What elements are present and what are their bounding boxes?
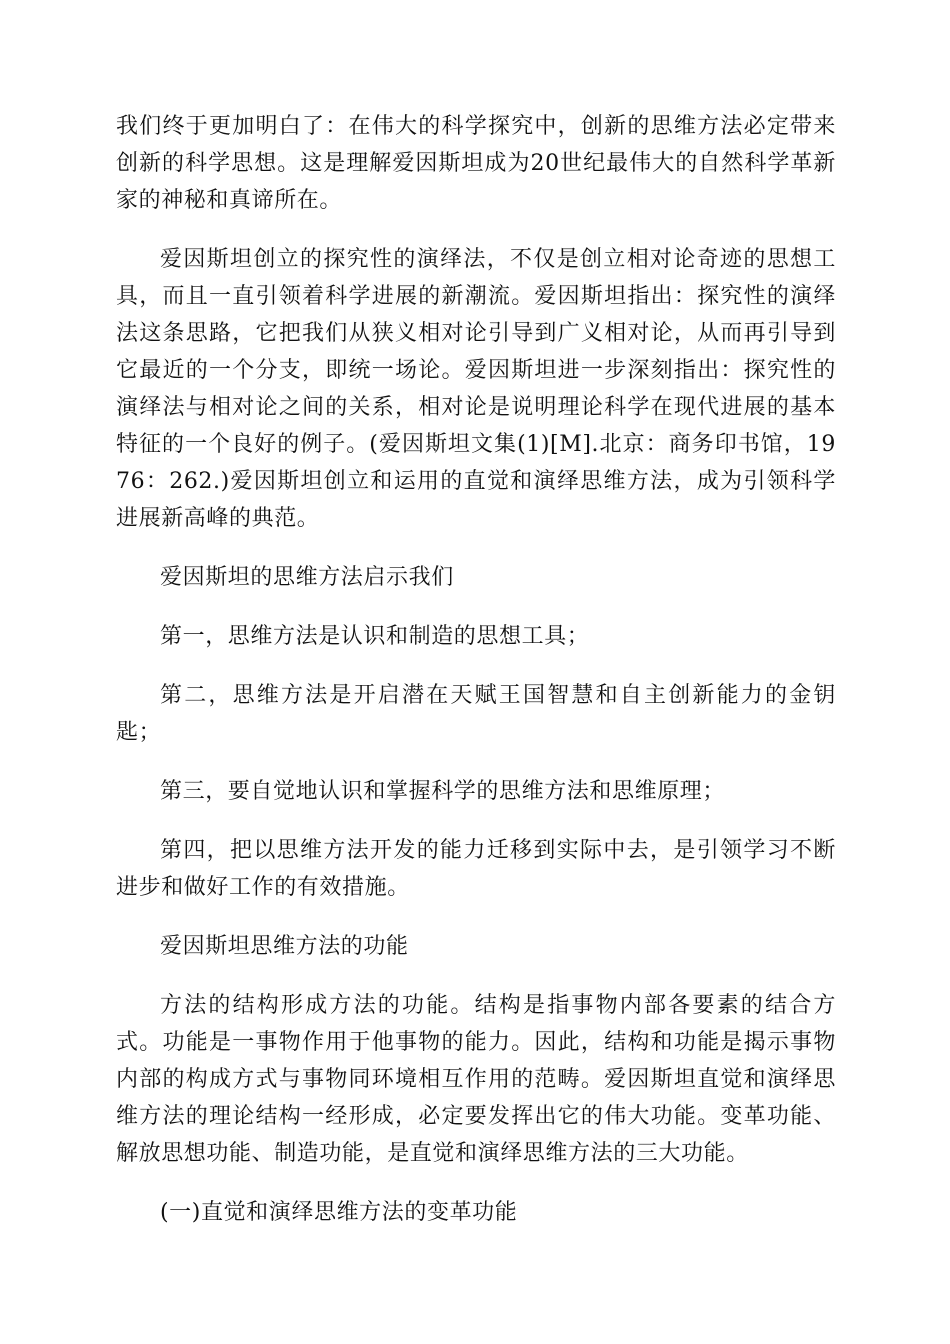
- paragraph-intro-conclusion: 我们终于更加明白了：在伟大的科学探究中，创新的思维方法必定带来创新的科学思想。这是理解爱因斯坦成为20世纪最伟大的自然科学革新家的神秘和真谛所在。: [116, 114, 836, 213]
- paragraph-deductive-method: 爱因斯坦创立的探究性的演绎法，不仅是创立相对论奇迹的思想工具，而且一直引领着科学进展的新潮流。爱因斯坦指出：探究性的演绎法这条思路，它把我们从狭义相对论引导到广义相对论，从而再引导到它最近的一个分支，即统一场论。爱因斯坦进一步深刻指出：探究性的演绎法与相对论之间的关系，相对论是说明理论科学在现代进展的基本特征的一个良好的例子。(爱因斯坦文集(1)[M].北京：商务印书馆，1976：262.)爱因斯坦创立和运用的直觉和演绎思维方法，成为引领科学进展新高峰的典范。: [116, 247, 836, 531]
- list-item-first: 第一，思维方法是认识和制造的思想工具；: [160, 624, 590, 649]
- list-item-second: 第二，思维方法是开启潜在天赋王国智慧和自主创新能力的金钥匙；: [116, 683, 836, 745]
- paragraph-structure-function: 方法的结构形成方法的功能。结构是指事物内部各要素的结合方式。功能是一事物作用于他事物的能力。因此，结构和功能是揭示事物内部的构成方式与事物同环境相互作用的范畴。爱因斯坦直觉和演绎思维方法的理论结构一经形成，必定要发挥出它的伟大功能。变革功能、解放思想功能、制造功能，是直觉和演绎思维方法的三大功能。: [116, 993, 836, 1166]
- document-page: [116, 108, 836, 1253]
- heading-function: 爱因斯坦思维方法的功能: [160, 934, 409, 959]
- list-item-third: 第三，要自觉地认识和掌握科学的思维方法和思维原理；: [160, 779, 726, 804]
- list-item-fourth: 第四，把以思维方法开发的能力迁移到实际中去，是引领学习不断进步和做好工作的有效措施。: [116, 838, 836, 900]
- subheading-transform-function: (一)直觉和演绎思维方法的变革功能: [160, 1200, 518, 1225]
- heading-inspiration: 爱因斯坦的思维方法启示我们: [160, 565, 454, 590]
